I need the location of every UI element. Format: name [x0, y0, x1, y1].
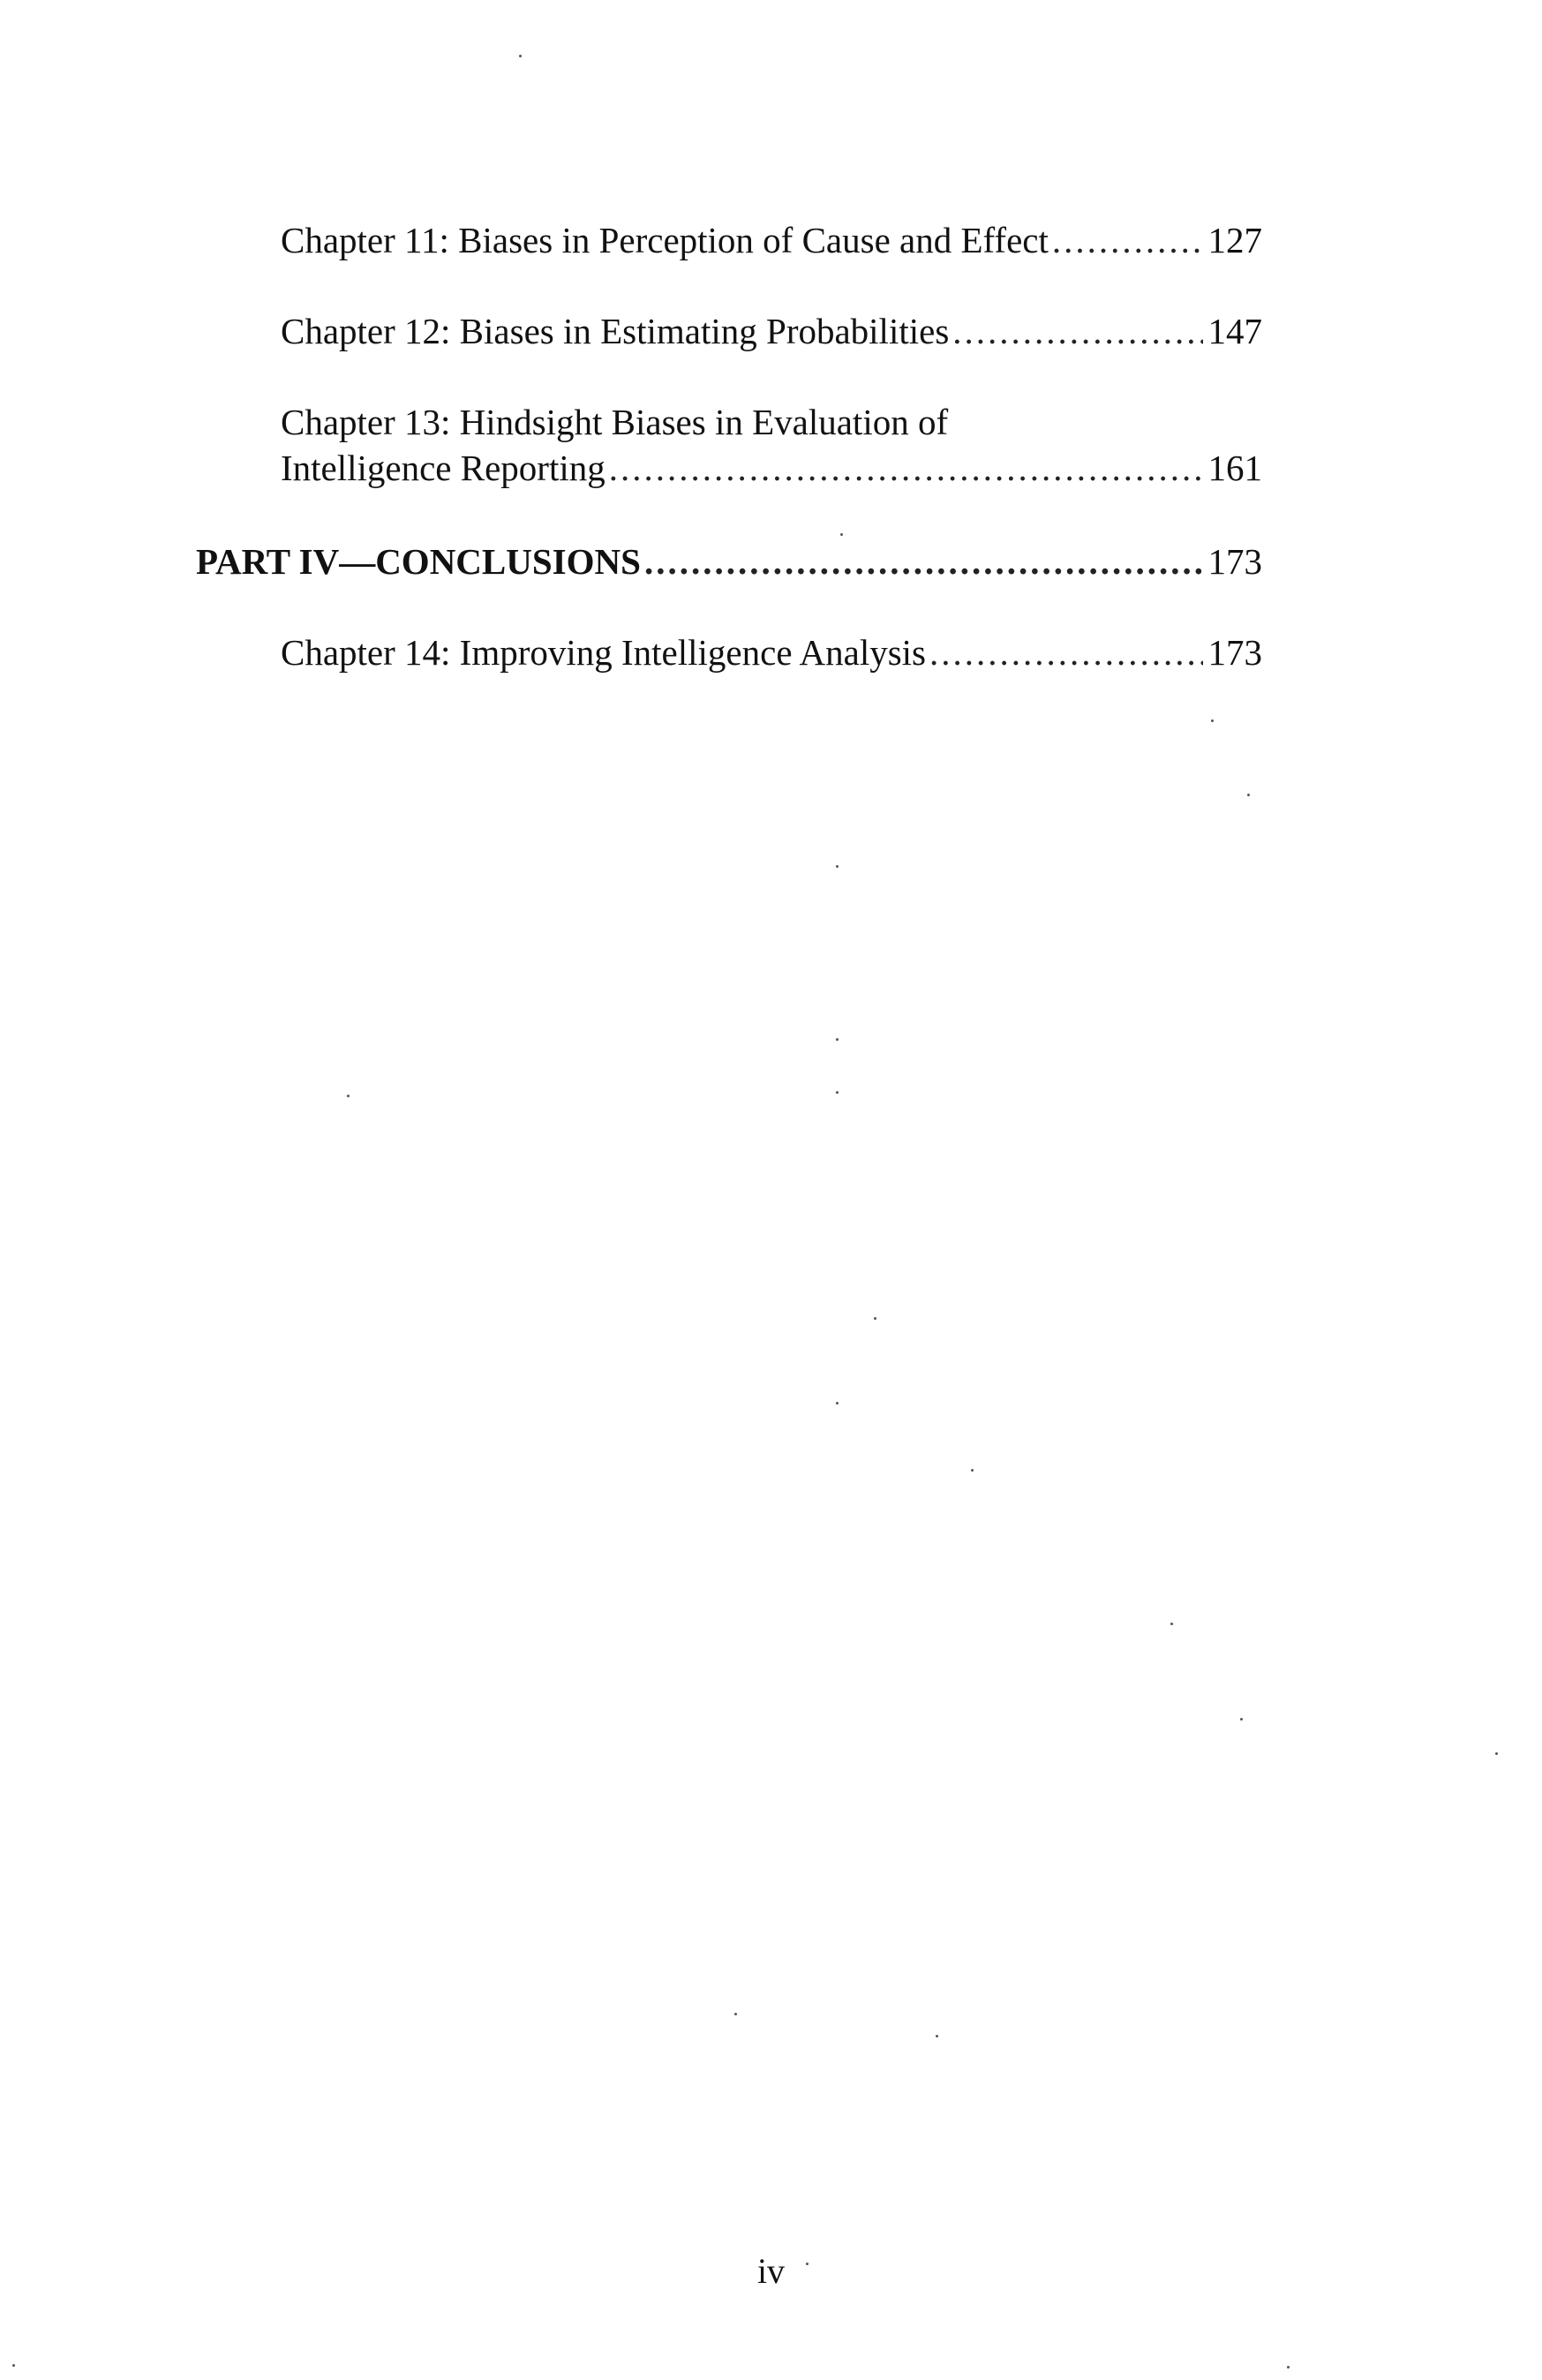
toc-entry-title: PART IV—CONCLUSIONS: [196, 541, 641, 582]
scan-speck: [347, 1095, 350, 1097]
scan-speck: [836, 1038, 839, 1041]
scan-speck: [734, 2013, 737, 2015]
scan-speck: [840, 533, 843, 536]
toc-entry-page: 173: [1207, 632, 1262, 673]
dot-leader: [644, 539, 1203, 584]
toc-entry-chapter-12[interactable]: [281, 308, 1262, 354]
scan-speck: [936, 2035, 938, 2037]
scan-speck: [836, 1091, 839, 1094]
page-number: iv: [756, 2251, 786, 2291]
scan-speck: [1170, 1623, 1173, 1625]
scan-speck: [1247, 794, 1250, 796]
scan-speck: [1211, 719, 1214, 722]
toc-entry-part-iv[interactable]: [196, 539, 1262, 584]
dot-leader: [929, 629, 1202, 675]
scan-speck: [1287, 2366, 1290, 2369]
toc-entry-title: Chapter 11: Biases in Perception of Cause and Effect: [281, 220, 1049, 260]
scan-speck: [836, 1402, 839, 1405]
scan-speck: [1240, 1718, 1243, 1721]
toc-entry-page: 173: [1207, 541, 1262, 582]
toc-entry-page: 161: [1207, 448, 1262, 488]
dot-leader: [609, 445, 1203, 491]
scan-speck: [519, 55, 522, 57]
toc-entry-title: Intelligence Reporting: [281, 448, 606, 488]
dot-leader: [1052, 217, 1203, 263]
toc-entry-title: Chapter 14: Improving Intelligence Analysis: [281, 632, 927, 673]
toc-entry-chapter-11[interactable]: [281, 217, 1262, 263]
scan-speck: [1495, 1752, 1498, 1755]
toc-entry-chapter-14[interactable]: [281, 629, 1262, 675]
scan-speck: [874, 1317, 876, 1320]
toc-entry-chapter-13-line1[interactable]: Chapter 13: Hindsight Biases in Evaluation of: [281, 402, 949, 442]
scan-speck: [12, 2364, 15, 2367]
toc-entry-page: 147: [1207, 311, 1262, 351]
toc-entry-page: 127: [1207, 220, 1262, 260]
dot-leader: [952, 308, 1202, 354]
scan-speck: [971, 1469, 974, 1472]
toc-entry-chapter-13[interactable]: [281, 445, 1262, 491]
scan-speck: [806, 2263, 809, 2265]
toc-entry-title: Chapter 12: Biases in Estimating Probabilities: [281, 311, 950, 351]
scan-speck: [836, 865, 839, 868]
